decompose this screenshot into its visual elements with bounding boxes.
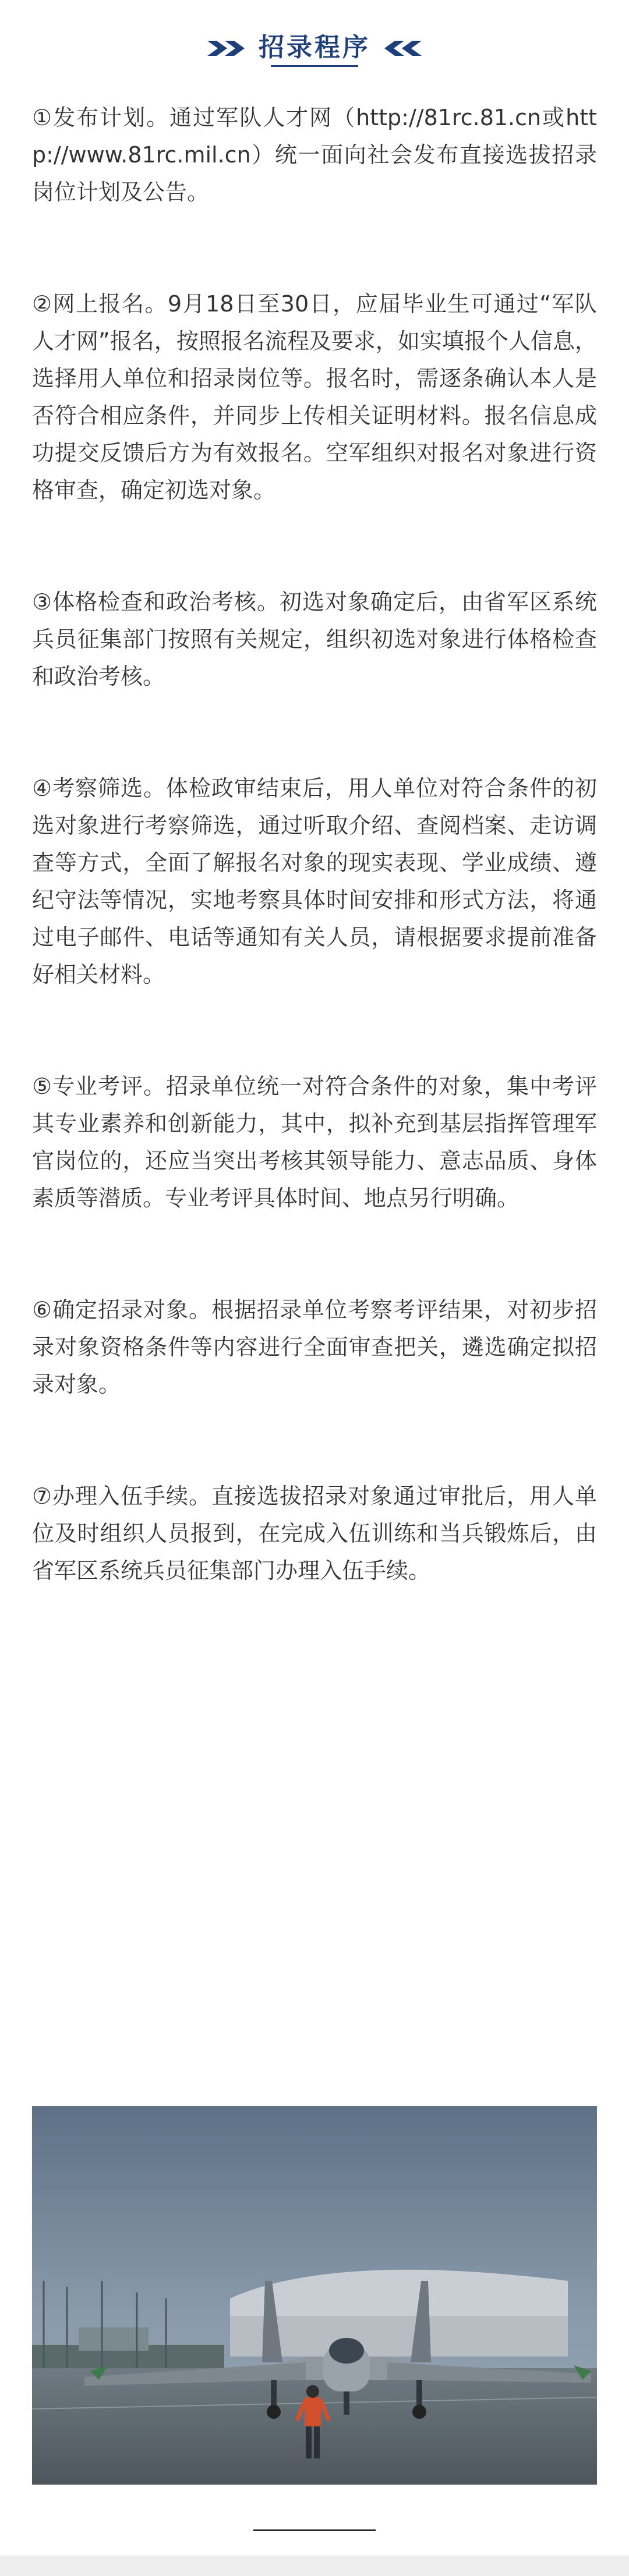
paragraph-inspection-screening: ④考察筛选。体检政审结束后，用人单位对符合条件的初选对象进行考察筛选，通过听取介绍、查阅档案、走访调查等方式，全面了解报名对象的现实表现、学业成绩、遵纪守法等情况，实地考察具体时间安排和形式方法，将通过电子邮件、电话等通知有关人员，请根据要求提前准备好相关材料。 (32, 775, 597, 987)
double-chevron-right-icon (207, 38, 248, 58)
footer-divider (253, 2529, 376, 2531)
paragraph-physical-political-check: ③体格检查和政治考核。初选对象确定后，由省军区系统兵员征集部门按照有关规定，组织初选对象进行体格检查和政治考核。 (32, 589, 597, 689)
double-chevron-left-icon (381, 38, 422, 58)
paragraph-enlistment-procedures: ⑦办理入伍手续。直接选拔招录对象通过审批后，用人单位及时组织人员报到，在完成入伍训练和当兵锻炼后，由省军区系统兵员征集部门办理入伍手续。 (32, 1483, 597, 1583)
paragraph-online-registration: ②网上报名。9月18日至30日，应届毕业生可通过“军队人才网”报名，按照报名流程及要求，如实填报个人信息，选择用人单位和招录岗位等。报名时，需逐条确认本人是否符合相应条件，并同步上传相关证明材料。报名信息成功提交反馈后方为有效报名。空军组织对报名对象进行资格审查，确定初选对象。 (32, 291, 597, 503)
paragraph-confirm-recruits: ⑥确定招录对象。根据招录单位考察考评结果，对初步招录对象资格条件等内容进行全面审查把关，遴选确定拟招录对象。 (32, 1297, 597, 1397)
title-underline (271, 65, 358, 67)
article-body (32, 99, 597, 1589)
paragraph-publish-plan: ①发布计划。通过军队人才网（http://81rc.81.cn或http://www.81rc.mil.cn）统一面向社会发布直接选拔招录岗位计划及公告。 (32, 105, 597, 205)
fighter-jet-photo (32, 2106, 597, 2485)
section-header (0, 28, 629, 69)
footer-bar (0, 2556, 629, 2576)
section-title-wrap (259, 30, 370, 67)
section-title: 招录程序 (259, 32, 370, 62)
paragraph-professional-evaluation: ⑤专业考评。招录单位统一对符合条件的对象，集中考评其专业素养和创新能力，其中，拟补充到基层指挥管理军官岗位的，还应当突出考核其领导能力、意志品质、身体素质等潜质。专业考评具体时间、地点另行明确。 (32, 1073, 597, 1211)
